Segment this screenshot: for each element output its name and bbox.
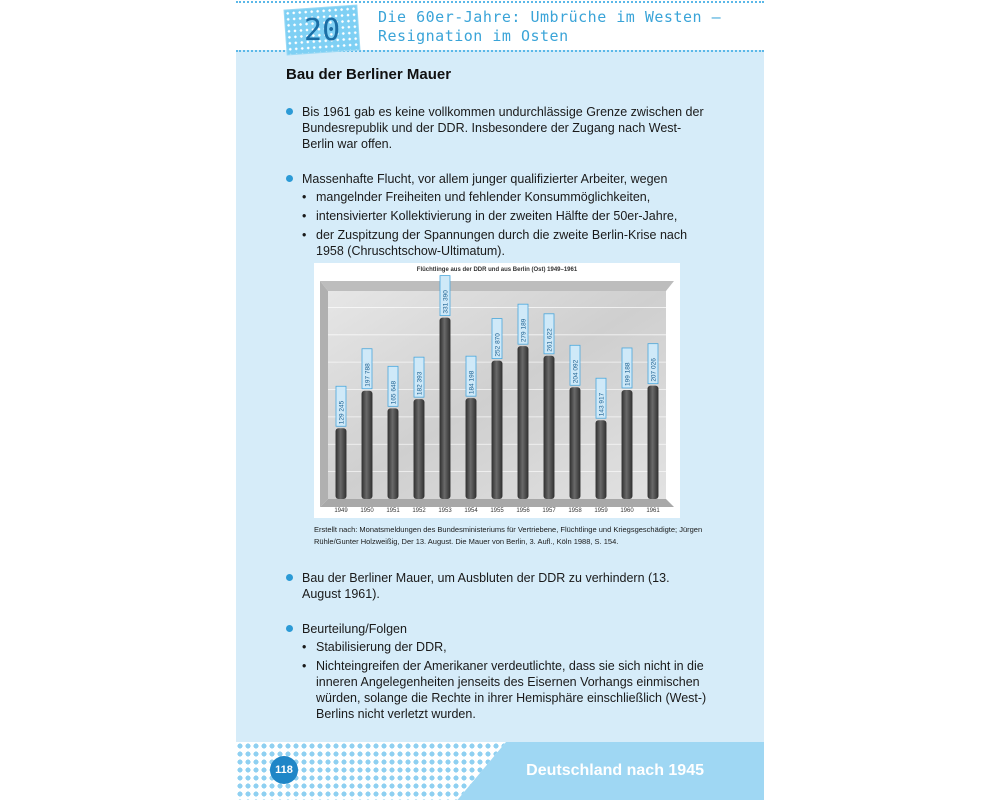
- x-tick-label: 1961: [646, 508, 660, 514]
- x-tick-label: 1954: [464, 508, 478, 514]
- x-tick-label: 1958: [568, 508, 582, 514]
- bullet-text: Beurteilung/Folgen: [302, 622, 407, 636]
- sub-bullet-icon: •: [302, 190, 307, 204]
- value-label: 143 917: [598, 392, 606, 417]
- value-label: 207 026: [650, 358, 658, 382]
- chart-side-wall: [320, 281, 328, 507]
- page-footer: [236, 742, 764, 800]
- x-tick-label: 1959: [594, 508, 608, 514]
- sub-text: mangelnder Freiheiten und fehlender Konsummöglichkeiten,: [316, 190, 651, 204]
- chart-back-top: [320, 281, 674, 291]
- value-label: 165 648: [390, 380, 398, 405]
- value-label: 204 092: [572, 359, 580, 384]
- bar-1951: [388, 408, 399, 499]
- sub-text: Nichteingreifen der Amerikaner verdeutlichte, dass sie sich nicht in die inneren Angelegenheiten jenseits des Eisernen Vorhangs einmischen würden, solange die Rechte in ihrer Hemisphäre einschließlich (West-) Berlins nicht verletzt wurden.: [316, 659, 707, 721]
- sub-item: [302, 658, 712, 722]
- sub-item: [302, 227, 712, 259]
- refugee-chart: [314, 263, 680, 518]
- x-tick-label: 1952: [412, 508, 426, 514]
- bar-1957: [544, 356, 555, 499]
- chart-floor: [320, 499, 674, 507]
- header-top-dots: [236, 1, 764, 3]
- value-label: 182 393: [416, 371, 424, 396]
- bar-1949: [336, 428, 347, 499]
- value-label: 129 245: [338, 400, 346, 425]
- sub-bullet-icon: •: [302, 640, 307, 654]
- value-label: 331 390: [442, 290, 450, 314]
- sub-bullet-icon: •: [302, 209, 307, 223]
- chart-title: Flüchtlinge aus der DDR und aus Berlin (Ost) 1949–1961: [416, 267, 578, 273]
- chapter-badge: [285, 6, 360, 55]
- chapter-number: 20: [303, 12, 341, 48]
- sub-text: intensivierter Kollektivierung in der zweiten Hälfte der 50er-Jahre,: [316, 209, 678, 223]
- bar-1960: [622, 390, 633, 499]
- x-tick-label: 1960: [620, 508, 634, 514]
- sub-text: der Zuspitzung der Spannungen durch die zweite Berlin-Krise nach 1958 (Chruschtschow-Ultimatum).: [316, 228, 688, 258]
- sub-item: [302, 208, 712, 224]
- sub-bullet-icon: •: [302, 228, 307, 242]
- x-tick-label: 1951: [386, 508, 400, 514]
- bullet-text: Bis 1961 gab es keine vollkommen undurchlässige Grenze zwischen der Bundesrepublik und der DDR. Insbesondere der Zugang nach West-Berlin war offen.: [302, 105, 704, 151]
- x-tick-label: 1953: [438, 508, 452, 514]
- value-label: 252 870: [494, 333, 502, 357]
- bullet-dot-icon: [286, 574, 293, 581]
- sub-bullet-icon: •: [302, 659, 307, 673]
- bar-1958: [570, 387, 581, 499]
- x-tick-label: 1957: [542, 508, 556, 514]
- sub-item: [302, 189, 712, 205]
- bullet-item: [286, 621, 706, 637]
- sub-text: Stabilisierung der DDR,: [316, 640, 447, 654]
- bullet-item: [286, 570, 706, 602]
- bar-1961: [648, 386, 659, 499]
- bullet-dot-icon: [286, 625, 293, 632]
- bar-1953: [440, 318, 451, 499]
- value-label: 184 198: [468, 370, 476, 395]
- x-tick-label: 1949: [334, 508, 348, 514]
- bullet-dot-icon: [286, 108, 293, 115]
- chart-canvas: [314, 263, 680, 518]
- value-label: 197 788: [364, 363, 372, 387]
- bullet-item: [286, 104, 706, 152]
- bar-1955: [492, 361, 503, 499]
- bar-1954: [466, 398, 477, 499]
- section-title: Bau der Berliner Mauer: [286, 66, 452, 83]
- x-tick-label: 1955: [490, 508, 504, 514]
- bullet-item: [286, 171, 706, 187]
- value-label: 279 189: [520, 318, 528, 343]
- bar-1956: [518, 346, 529, 499]
- x-tick-label: 1950: [360, 508, 374, 514]
- bullet-dot-icon: [286, 175, 293, 182]
- bar-1959: [596, 420, 607, 499]
- book-page: [236, 0, 764, 800]
- chart-source: Erstellt nach: Monatsmeldungen des Bundesministeriums für Vertriebene, Flüchtlinge und Kriegsgeschädigte; Jürgen Rühle/Gunter Holzweißig, Der 13. August. Die Mauer von Berlin, 3. Aufl., Köln 1988, S. 154.: [314, 525, 703, 546]
- value-label: 199 188: [624, 362, 632, 386]
- bar-1952: [414, 399, 425, 499]
- x-tick-label: 1956: [516, 508, 530, 514]
- page-number: 118: [270, 756, 298, 784]
- bar-1950: [362, 391, 373, 499]
- book-title: Deutschland nach 1945: [526, 762, 704, 779]
- bullet-text: Massenhafte Flucht, vor allem junger qualifizierter Arbeiter, wegen: [302, 172, 668, 186]
- value-label: 261 622: [546, 328, 554, 352]
- sub-item: [302, 639, 712, 655]
- chapter-title: Die 60er-Jahre: Umbrüche im Westen – Resignation im Osten: [378, 8, 722, 45]
- bullet-text: Bau der Berliner Mauer, um Ausbluten der DDR zu verhindern (13. August 1961).: [302, 571, 670, 601]
